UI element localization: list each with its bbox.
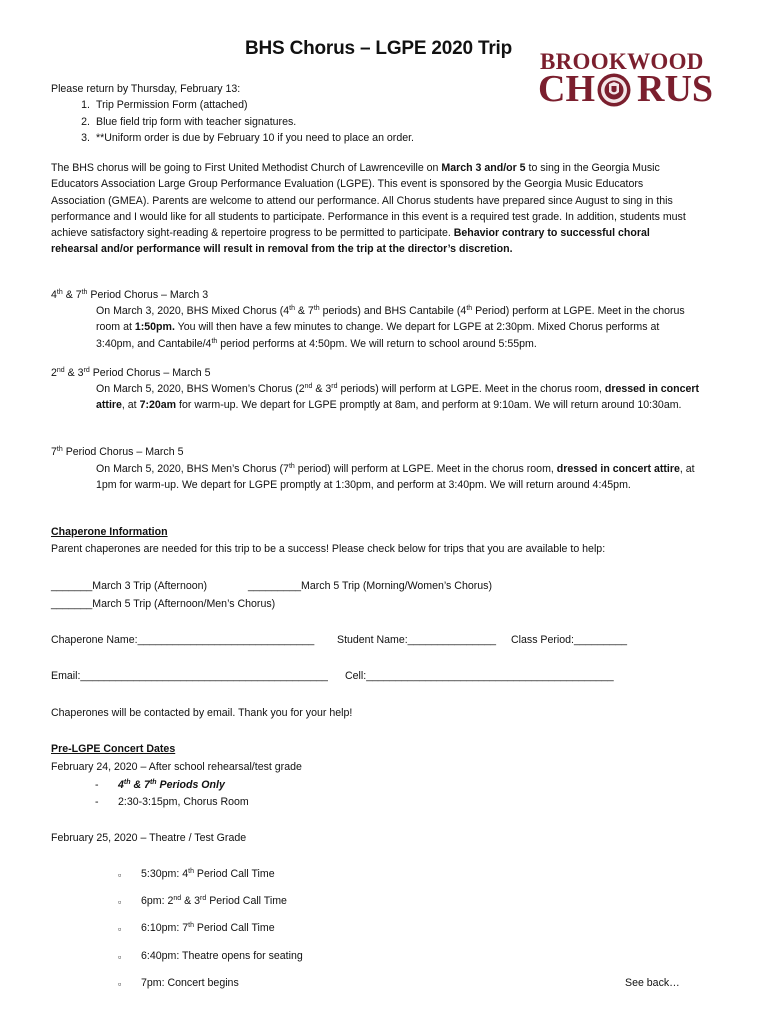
- section-heading-march3: 4th & 7th Period Chorus – March 3: [51, 289, 209, 301]
- chaperone-option-march5-women[interactable]: _________March 5 Trip (Morning/Women’s Chorus): [248, 580, 492, 592]
- logo-brookwood-text: BROOKWOOD: [540, 49, 704, 74]
- email-field[interactable]: Email:__________________________________________: [51, 670, 328, 682]
- section-body-march5-women: On March 5, 2020, BHS Women’s Chorus (2nd & 3rd periods) will perform at LGPE. Meet in the chorus room, dressed in concert attire, at 7:20am for warm-up. We depart for LGPE promptly at 8am, and perform at 9:10am. We will return around 10:30am.: [96, 383, 700, 412]
- list-item: 2:30-3:15pm, Chorus Room: [118, 796, 249, 808]
- section-body-march3: On March 3, 2020, BHS Mixed Chorus (4th & 7th periods) and BHS Cantabile (4th Period) perform at LGPE. Meet in the chorus room at 1:50pm. You will then have a few minutes to change. We depart for LGPE at 2:30pm. Mixed Chorus performs at 3:40pm, and Cantabile/4th period performs at 4:50pm. We will return to school around 5:55pm.: [96, 305, 685, 350]
- bullet-icon: ▫: [118, 870, 122, 880]
- chaperone-name-field[interactable]: Chaperone Name:______________________________: [51, 634, 315, 646]
- list-item: 6:40pm: Theatre opens for seating: [141, 950, 303, 962]
- section-heading-march5-men: 7th Period Chorus – March 5: [51, 446, 184, 458]
- concert-dates-heading: Pre-LGPE Concert Dates: [51, 743, 176, 755]
- brookwood-chorus-logo: [538, 49, 716, 110]
- dash-marker: -: [95, 779, 99, 791]
- bullet-icon: ▫: [118, 897, 122, 907]
- student-name-field[interactable]: Student Name:_______________: [337, 634, 497, 646]
- concert-date-feb24: February 24, 2020 – After school rehearsal/test grade: [51, 761, 302, 773]
- return-by-text: Please return by Thursday, February 13:: [51, 83, 241, 95]
- list-item: 6pm: 2nd & 3rd Period Call Time: [141, 895, 287, 907]
- see-back-note: See back…: [625, 977, 680, 989]
- cell-field[interactable]: Cell:__________________________________________: [345, 670, 614, 682]
- list-item: 5:30pm: 4th Period Call Time: [141, 868, 275, 880]
- chaperone-option-march5-men[interactable]: _______March 5 Trip (Afternoon/Men’s Chorus): [51, 598, 276, 610]
- bullet-icon: ▫: [118, 924, 122, 934]
- list-item: 4th & 7th Periods Only: [118, 779, 225, 791]
- list-item: 2. Blue field trip form with teacher signatures.: [81, 115, 297, 128]
- concert-date-feb25: February 25, 2020 – Theatre / Test Grade: [51, 832, 247, 844]
- logo-crest-icon: [593, 72, 635, 108]
- section-body-march5-men: On March 5, 2020, BHS Men’s Chorus (7th period) will perform at LGPE. Meet in the chorus room, dressed in concert attire, at 1pm for warm-up. We depart for LGPE promptly at 1:30pm, and perform at 3:40pm. We will return around 4:45pm.: [96, 463, 695, 492]
- class-period-field[interactable]: Class Period:_________: [511, 634, 628, 646]
- logo-chorus-text: CH RUS: [538, 68, 714, 110]
- chaperone-contact-note: Chaperones will be contacted by email. Thank you for your help!: [51, 707, 353, 719]
- page-title: BHS Chorus – LGPE 2020 Trip: [245, 38, 513, 59]
- return-items-list: [51, 97, 414, 147]
- chaperone-heading: Chaperone Information: [51, 526, 168, 538]
- dash-marker: -: [95, 796, 99, 808]
- list-item: 1. Trip Permission Form (attached): [81, 99, 248, 111]
- chaperone-option-march3[interactable]: _______March 3 Trip (Afternoon): [51, 580, 208, 592]
- list-item: 3. **Uniform order is due by February 10 if you need to place an order.: [81, 132, 414, 144]
- bullet-icon: ▫: [118, 952, 122, 962]
- intro-paragraph: The BHS chorus will be going to First United Methodist Church of Lawrenceville on March 3 and/or 5 to sing in the Georgia Music Educators Association Large Group Performance Evaluation (LGPE). This event is sponsored by the Georgia Music Educators Association (GMEA). Parents are welcome to attend our performance. All Chorus students have prepared since August to sing in this performance and I would like for all students to participate. Performance in this event is a required test grade. In addition, students must achieve satisfactory sight-reading & repertoire progress to be permitted to participate. Behavior contrary to successful choral rehearsal and/or performance will result in removal from the trip at the director’s discretion.: [51, 162, 686, 256]
- bullet-icon: ▫: [118, 979, 122, 989]
- list-item: 7pm: Concert begins: [141, 977, 239, 989]
- list-item: 6:10pm: 7th Period Call Time: [141, 922, 275, 934]
- chaperone-intro: Parent chaperones are needed for this trip to be a success! Please check below for trips that you are available to help:: [51, 543, 606, 555]
- section-heading-march5-women: 2nd & 3rd Period Chorus – March 5: [51, 367, 211, 379]
